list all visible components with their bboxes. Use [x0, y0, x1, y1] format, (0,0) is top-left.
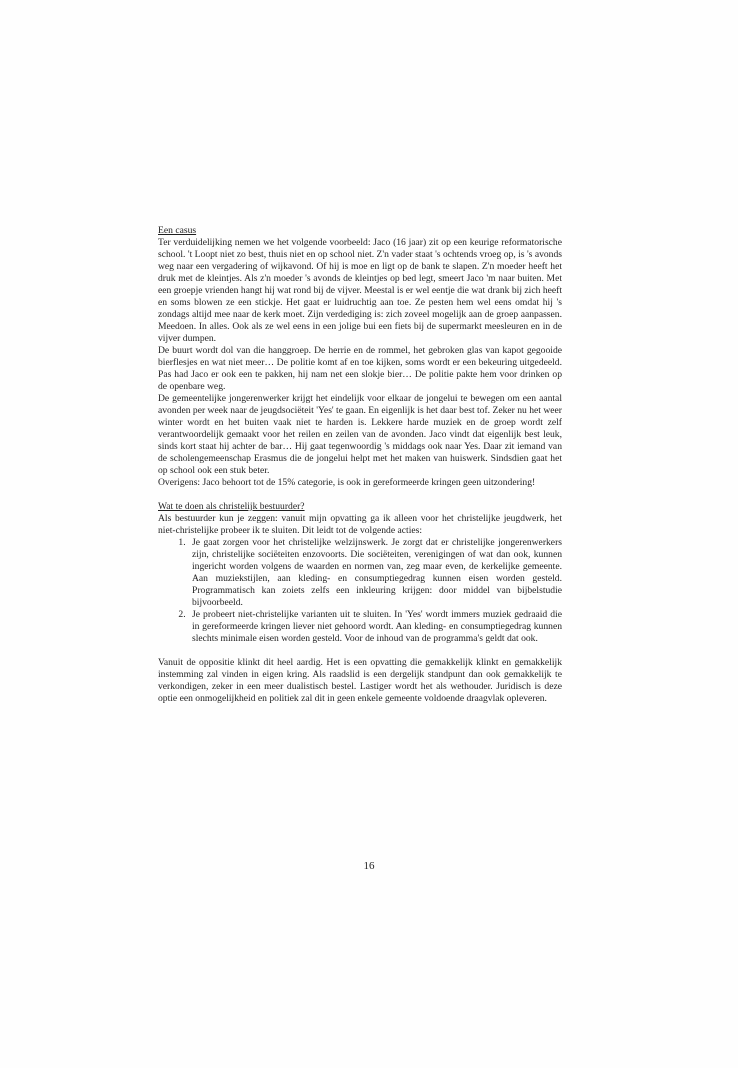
action-list: [158, 537, 562, 645]
body-paragraph: De buurt wordt dol van die hanggroep. De herrie en de rommel, het gebroken glas van kapot gegooide bierflesjes en wat niet meer… De politie komt af en toe kijken, soms wordt er een bekeuring uitgedeeld. Pas had Jaco er ook een te pakken, hij nam net een slokje bier… De politie pakte hem voor drinken op de openbare weg.: [158, 345, 562, 392]
body-paragraph: Vanuit de oppositie klinkt dit heel aardig. Het is een opvatting die gemakkelijk klinkt en gemakkelijk instemming zal vinden in eigen kring. Als raadslid is een dergelijk standpunt dan ook gemakkelijk te verkondigen, zeker in een meer dualistisch bestel. Lastiger wordt het als wethouder. Juridisch is deze optie een onmogelijkheid en politiek zal dit in geen enkele gemeente voldoende draagvlak opleveren.: [158, 657, 562, 704]
body-paragraph: Ter verduidelijking nemen we het volgende voorbeeld: Jaco (16 jaar) zit op een keurige reformatorische school. 't Loopt niet zo best, thuis niet en op school niet. Z'n vader staat 's ochtends vroeg op, is 's avonds weg naar een vergadering of wijkavond. Of hij is moe en ligt op de bank te slapen. Z'n moeder heeft het druk met de kleintjes. Als z'n moeder 's avonds de kleintjes op bed legt, smeert Jaco 'm naar buiten. Met een groepje vrienden hangt hij wat rond bij de vijver. Meestal is er wel eentje die wat drank bij zich heeft en soms blowen ze een stickje. Het gaat er luidruchtig aan toe. Ze pesten hem wel eens omdat hij 's zondags altijd mee naar de kerk moet. Zijn verdediging is: zich zoveel mogelijk aan de groep aanpassen. Meedoen. In alles. Ook als ze wel eens in een jolige bui een fiets bij de supermarkt meesleuren en in de vijver dumpen.: [158, 237, 562, 344]
list-item: 2. Je probeert niet-christelijke varianten uit te sluiten. In 'Yes' wordt immers muziek gedraaid die in gereformeerde kringen liever niet gehoord wordt. Aan kleding- en consumptiegedrag kunnen slechts minimale eisen worden gesteld. Voor de inhoud van de programma's geldt dat ook.: [188, 609, 562, 645]
paragraph-gap: [158, 489, 562, 501]
list-item: 1. Je gaat zorgen voor het christelijke welzijnswerk. Je zorgt dat er christelijke jongerenwerkers zijn, christelijke sociëteiten enzovoorts. Die sociëteiten, verenigingen of wat dan ook, kunnen ingericht worden volgens de waarden en normen van, zeg maar even, de kerkelijke gemeente. Aan muziekstijlen, aan kleding- en consumptiegedrag kunnen eisen worden gesteld. Programmatisch kan zoiets zelfs een inkleuring krijgen: door middel van bijbelstudie bijvoorbeeld.: [188, 537, 562, 609]
body-paragraph: Als bestuurder kun je zeggen: vanuit mijn opvatting ga ik alleen voor het christelijke jeugdwerk, het niet-christelijke probeer ik te sluiten. Dit leidt tot de volgende acties:: [158, 513, 562, 536]
body-paragraph: Overigens: Jaco behoort tot de 15% categorie, is ook in gereformeerde kringen geen uitzondering!: [158, 477, 536, 488]
body-paragraph: De gemeentelijke jongerenwerker krijgt het eindelijk voor elkaar de jongelui te bewegen om een aantal avonden per week naar de jeugdsociëteit 'Yes' te gaan. En eigenlijk is het daar best tof. Zeker nu het weer winter wordt en het buiten vaak niet te harden is. Lekkere harde muziek en de groep wordt zelf verantwoordelijk gemaakt voor het reilen en zeilen van de avonden. Jaco vindt dat eigenlijk best leuk, sinds kort staat hij achter de bar… Hij gaat tegenwoordig 's middags ook naar Yes. Daar zit iemand van de scholengemeenschap Erasmus die de jongelui helpt met het maken van huiswerk. Sindsdien gaat het op school ook een stuk beter.: [158, 393, 562, 476]
paragraph-gap: [158, 645, 562, 657]
page-number: 16: [363, 860, 375, 872]
section-heading-bestuurder: Wat te doen als christelijk bestuurder?: [158, 501, 305, 512]
section-heading-casus: Een casus: [158, 225, 197, 236]
page-body: [158, 225, 562, 705]
